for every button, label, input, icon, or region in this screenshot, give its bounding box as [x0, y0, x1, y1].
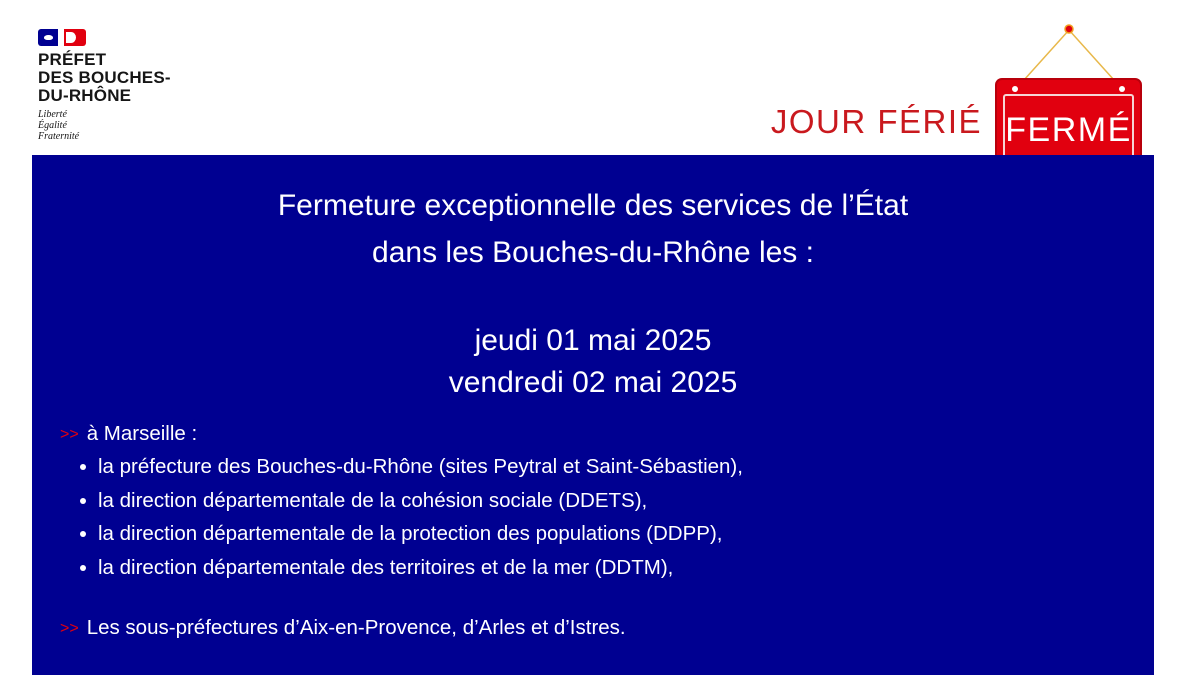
motto-fraternite: Fraternité — [38, 131, 80, 142]
section-sub-prefectures — [60, 614, 626, 644]
holiday-title: JOUR FÉRIÉ — [770, 103, 982, 140]
headline-line-1: Fermeture exceptionnelle des services de l’État — [277, 189, 909, 222]
services-list — [78, 450, 743, 584]
section-marseille-title: à Marseille : — [86, 422, 198, 445]
double-arrow-icon: >> — [60, 426, 79, 443]
logo-line-2: DES BOUCHES- — [38, 68, 171, 87]
logo-line-3: DU-RHÔNE — [38, 86, 132, 105]
date-1: jeudi 01 mai 2025 — [474, 324, 712, 357]
logo-line-1: PRÉFET — [38, 50, 107, 69]
list-item: la direction départementale de la protection des populations (DDPP), — [78, 517, 743, 551]
list-item: la direction départementale des territoires et de la mer (DDTM), — [78, 551, 743, 585]
headline-line-2: dans les Bouches-du-Rhône les : — [372, 236, 814, 269]
motto-egalite: Égalité — [38, 120, 67, 131]
list-item: la préfecture des Bouches-du-Rhône (sites Peytral et Saint-Sébastien), — [78, 450, 743, 484]
double-arrow-icon: >> — [60, 620, 79, 637]
motto-liberte: Liberté — [38, 109, 67, 120]
closed-sign-label: FERMÉ — [1005, 110, 1132, 149]
prefecture-logo — [38, 28, 208, 142]
section-marseille — [60, 420, 197, 450]
closure-dates — [32, 320, 1154, 404]
date-2: vendredi 02 mai 2025 — [448, 366, 738, 399]
notice-panel — [32, 155, 1154, 675]
republic-motto — [38, 109, 208, 142]
marianne-flag-icon — [38, 28, 208, 47]
notice-headline — [32, 182, 1154, 276]
list-item: la direction départementale de la cohésion sociale (DDETS), — [78, 484, 743, 518]
section-sub-prefectures-title: Les sous-préfectures d’Aix-en-Provence, d’Arles et d’Istres. — [86, 616, 626, 639]
